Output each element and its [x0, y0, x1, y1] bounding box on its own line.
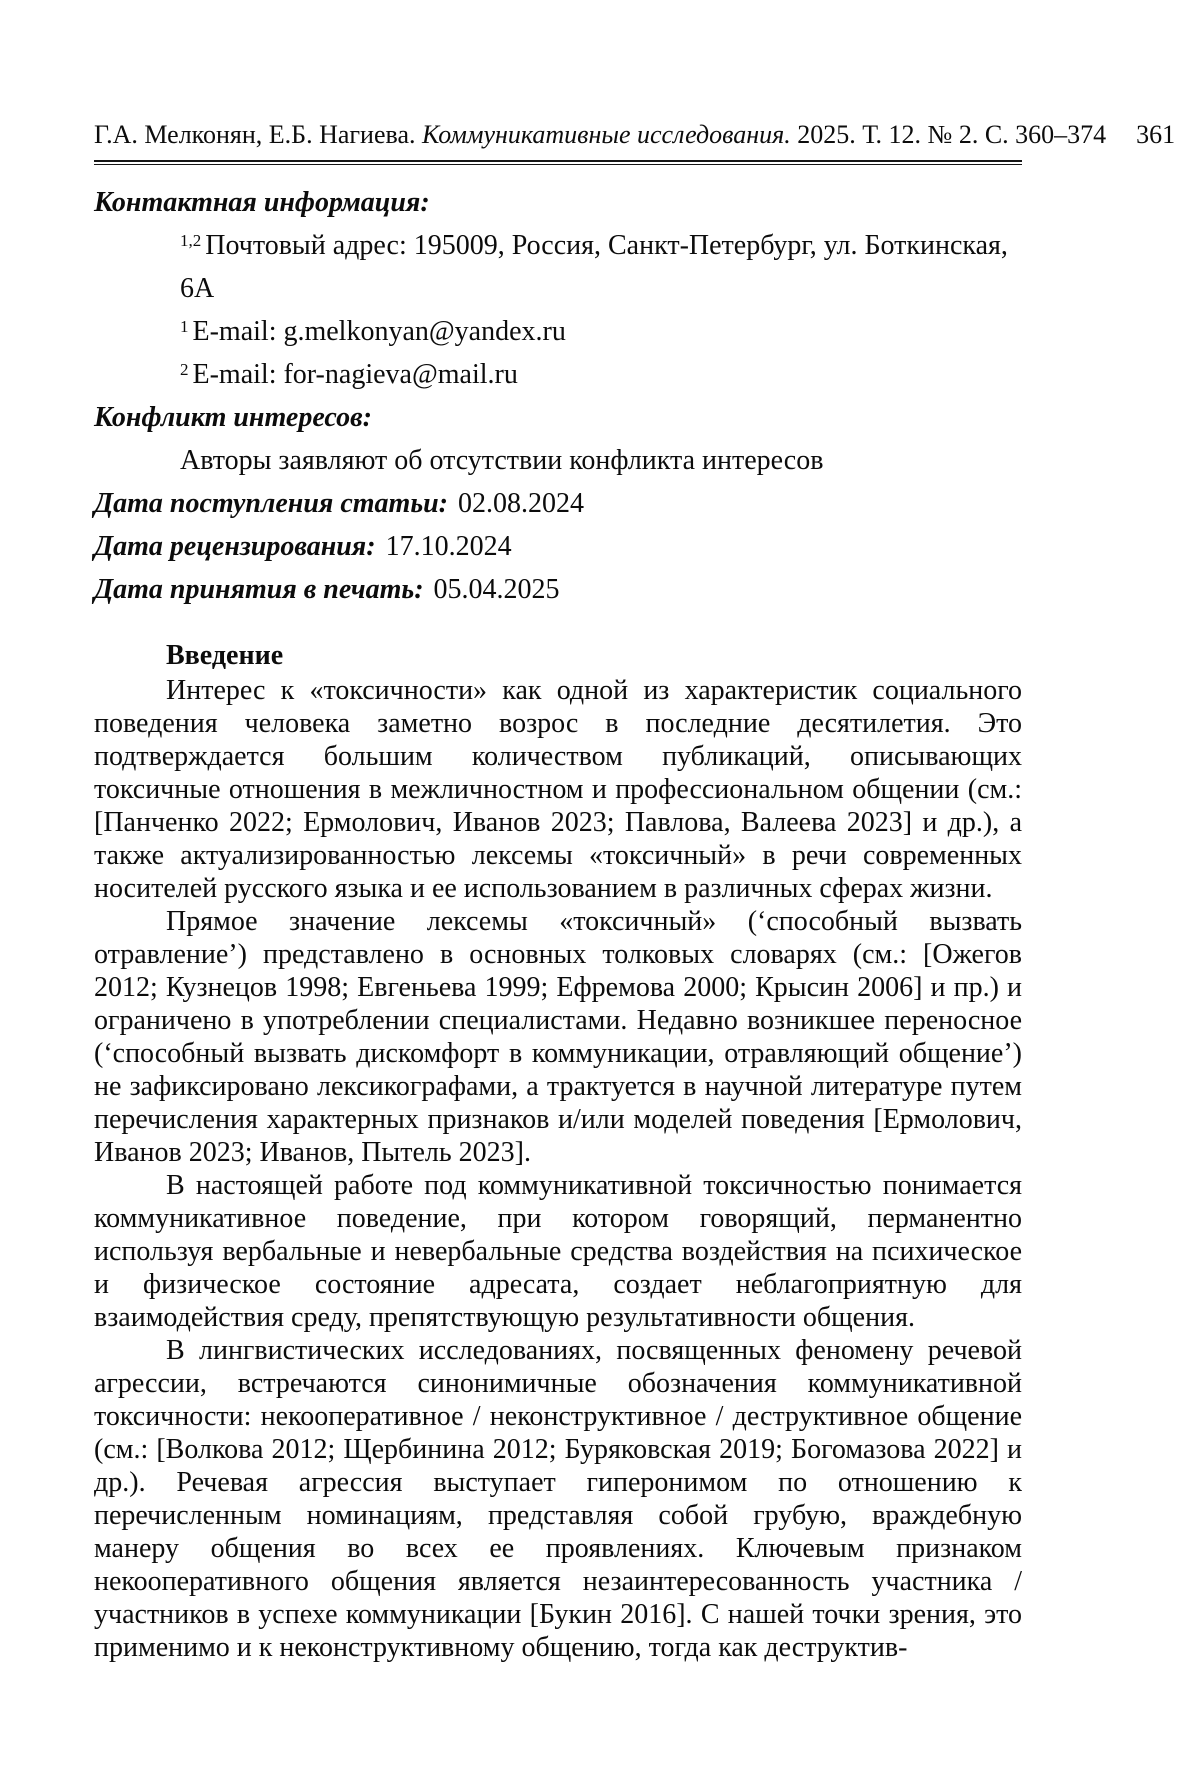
email-2-footnote-mark: 2 [180, 359, 189, 379]
email-1-footnote-mark: 1 [180, 316, 189, 336]
intro-paragraph-4: В лингвистических исследованиях, посвященных феномену речевой агрессии, встречаются синонимичные обозначения коммуникативной токсичности: некооперативное / неконструктивное / деструктивное общение (см.: [Волкова 2012; Щербинина 2012; Буряковская 2019; Богомазова 2022] и др.). Речевая агрессия выступает гиперонимом по отношению к перечисленным номинациям, представляя собой грубую, враждебную манеру общения во всех ее проявлениях. Ключевым признаком некооперативного общения является незаинтересованность участника / участников в успехе коммуникации [Букин 2016]. С нашей точки зрения, это применимо и к неконструктивному общению, тогда как деструктив- [94, 1335, 1022, 1663]
email-1-text: E-mail: g.melkonyan@yandex.ru [192, 316, 566, 347]
date-reviewed-value: 17.10.2024 [385, 531, 512, 562]
header-rule [94, 160, 1022, 165]
intro-paragraph-2: Прямое значение лексемы «токсичный» (‘способный вызвать отравление’) представлено в основных толковых словарях (см.: [Ожегов 2012; Кузнецов 1998; Евгеньева 1999; Ефремова 2000; Крысин 2006] и пр.) и ограничено в употреблении специалистами. Недавно возникшее переносное (‘способный вызвать дискомфорт в коммуникации, отравляющий общение’) не зафиксировано лексикографами, а трактуется в научной литературе путем перечисления характерных признаков и/или моделей поведения [Ермолович, Иванов 2023; Иванов, Пытель 2023]. [94, 906, 1022, 1168]
intro-paragraph-1: Интерес к «токсичности» как одной из характеристик социального поведения человека заметно возрос в последние десятилетия. Это подтверждается большим количеством публикаций, описывающих токсичные отношения в межличностном и профессиональном общении (см.: [Панченко 2022; Ермолович, Иванов 2023; Павлова, Валеева 2023] и др.), а также актуализированностью лексемы «токсичный» в речи современных носителей русского языка и ее использованием в различных сферах жизни. [94, 675, 1022, 904]
date-accepted-value: 05.04.2025 [433, 574, 560, 605]
header-issue-info: 2025. Т. 12. № 2. С. 360–374 [797, 120, 1107, 149]
email-line-2 [94, 353, 1022, 396]
header-citation [94, 120, 1106, 150]
email-2-text: E-mail: for-nagieva@mail.ru [192, 359, 518, 390]
running-header [94, 120, 1176, 150]
date-reviewed-line [94, 525, 1022, 568]
date-received-label: Дата поступления статьи: [94, 488, 449, 519]
postal-address-text: Почтовый адрес: 195009, Россия, Санкт-Петербург, ул. Боткинская, 6А [180, 230, 1008, 304]
contact-heading: Контактная информация: [94, 187, 430, 218]
date-received-line [94, 482, 1022, 525]
date-reviewed-label: Дата рецензирования: [94, 531, 376, 562]
article-metadata [94, 181, 1022, 611]
header-journal-title: Коммуникативные исследования. [421, 120, 798, 149]
intro-paragraph-3: В настоящей работе под коммуникативной токсичностью понимается коммуникативное поведение, при котором говорящий, перманентно используя вербальные и невербальные средства воздействия на психическое и физическое состояние адресата, создает неблагоприятную для взаимодействия среду, препятствующую результативности общения. [94, 1170, 1022, 1333]
introduction-body [94, 674, 1022, 1664]
conflict-of-interest-heading: Конфликт интересов: [94, 402, 372, 433]
postal-address-footnote-marks: 1,2 [180, 230, 202, 250]
header-authors: Г.А. Мелконян, Е.Б. Нагиева. [94, 120, 422, 149]
postal-address-line [94, 224, 1022, 310]
header-rule-bottom-line [94, 164, 1022, 165]
date-accepted-label: Дата принятия в печать: [94, 574, 424, 605]
date-received-value: 02.08.2024 [458, 488, 585, 519]
date-accepted-line [94, 568, 1022, 611]
introduction-heading: Введение [166, 640, 284, 671]
page-number: 361 [1136, 120, 1176, 149]
conflict-of-interest-statement: Авторы заявляют об отсутствии конфликта интересов [180, 445, 824, 476]
email-line-1 [94, 310, 1022, 353]
